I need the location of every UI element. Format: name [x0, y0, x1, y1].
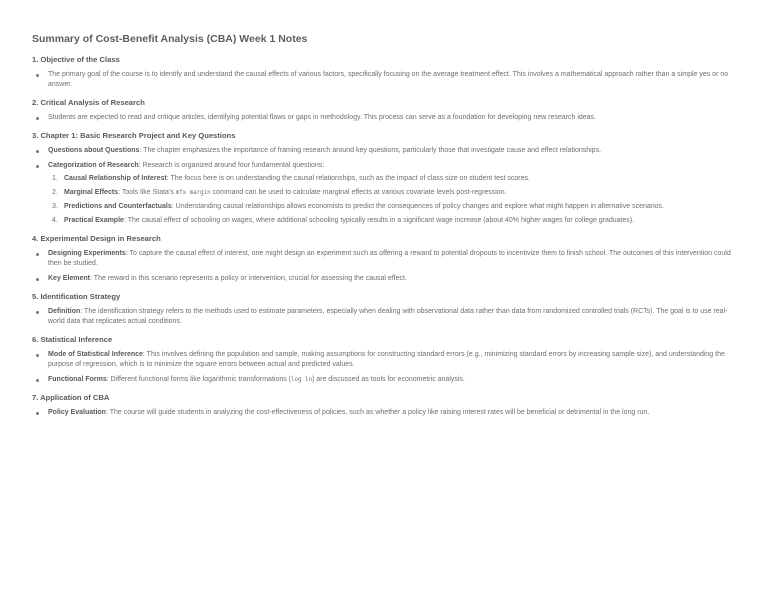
bullet-list — [32, 70, 732, 90]
list-item — [32, 274, 732, 284]
section-chapter-1 — [32, 131, 732, 226]
item-text: : Tools like Stata's — [118, 189, 176, 196]
item-text: : The focus here is on understanding the causal relationships, such as the impact of class size on student test scores. — [166, 175, 530, 182]
item-label: Practical Example — [64, 217, 124, 224]
item-text: : The chapter emphasizes the importance of framing research around key questions, particularly those that investigate cause and effect relationships. — [139, 147, 602, 154]
section-heading: 2. Critical Analysis of Research — [32, 98, 145, 107]
item-label: Designing Experiments — [48, 250, 126, 257]
section-heading: 1. Objective of the Class — [32, 55, 120, 64]
inline-code: mfx margin — [175, 190, 211, 196]
bullet-list — [32, 307, 732, 327]
item-text: : The causal effect of schooling on wages, where additional schooling typically results in a significant wage increase (about 40% higher wages for college graduates). — [123, 217, 635, 224]
item-text: : Understanding causal relationships allows economists to predict the consequences of policy changes and explore what might happen in alternative scenarios. — [171, 203, 664, 210]
bullet-list — [32, 146, 732, 226]
list-item — [32, 408, 732, 418]
list-item — [32, 350, 732, 370]
list-item — [32, 113, 732, 123]
bullet-list — [32, 113, 732, 123]
numbered-list — [48, 174, 732, 226]
numbered-item — [48, 216, 732, 226]
section-heading: 6. Statistical Inference — [32, 335, 113, 344]
document — [32, 33, 732, 426]
list-item — [32, 307, 732, 327]
item-label: Functional Forms — [48, 376, 107, 383]
item-text: : The identification strategy refers to the methods used to estimate parameters, especially when dealing with observational data rather than data from randomized controlled trials (RCTs). The goal is to use real-world data that replicates actual conditions. — [48, 308, 728, 325]
inline-code: log ln — [291, 377, 312, 383]
section-critical-analysis — [32, 98, 732, 123]
numbered-item — [48, 202, 732, 212]
item-text: command can be used to calculate marginal effects at various covariate levels post-regression. — [210, 189, 507, 196]
item-label: Predictions and Counterfactuals — [64, 203, 172, 210]
item-label: Key Element — [48, 275, 91, 282]
item-text: : To capture the causal effect of interest, one might design an experiment such as offering a reward to potential dropouts to incentivize them to finish school. The outcomes of this intervention could then be studied. — [48, 250, 731, 267]
item-label: Causal Relationship of Interest — [64, 175, 167, 182]
numbered-item — [48, 174, 732, 184]
section-objective — [32, 55, 732, 90]
item-text: : This involves defining the population and sample, making assumptions for constructing standard errors (e.g., minimizing standard errors by increasing sample size), and understanding the purpose of regression, which is to minimize the square errors between actual and predicted values. — [48, 351, 725, 368]
list-item — [32, 70, 732, 90]
list-item — [32, 375, 732, 385]
bullet-list — [32, 249, 732, 284]
item-label: Marginal Effects — [64, 189, 119, 196]
item-number: 3. — [52, 203, 58, 210]
item-label: Categorization of Research — [48, 162, 139, 169]
item-label: Definition — [48, 308, 81, 315]
list-item — [32, 161, 732, 226]
section-heading: 4. Experimental Design in Research — [32, 234, 161, 243]
section-experimental-design — [32, 234, 732, 284]
item-text: : Research is organized around four fundamental questions: — [138, 162, 325, 169]
section-heading: 3. Chapter 1: Basic Research Project and Key Questions — [32, 131, 236, 140]
item-text: The primary goal of the course is to identify and understand the causal effects of various factors, specifically focusing on the average treatment effect. This involves a mathematical approach rather than a simple yes or no answer. — [48, 71, 729, 88]
item-number: 1. — [52, 175, 58, 182]
section-identification-strategy — [32, 292, 732, 327]
item-text: Students are expected to read and critique articles, identifying potential flaws or gaps in methodology. This process can serve as a foundation for developing new research ideas. — [48, 114, 597, 121]
item-number: 4. — [52, 217, 58, 224]
list-item — [32, 249, 732, 269]
item-text: ) are discussed as tools for econometric analysis. — [311, 376, 465, 383]
item-label: Mode of Statistical Inference — [48, 351, 143, 358]
item-text: : The reward in this scenario represents a policy or intervention, crucial for assessing the causal effect. — [90, 275, 407, 282]
section-heading: 7. Application of CBA — [32, 393, 110, 402]
section-heading: 5. Identification Strategy — [32, 292, 121, 301]
bullet-list — [32, 350, 732, 385]
item-text: : The course will guide students in analyzing the cost-effectiveness of policies, such as whether a policy like raising interest rates will be beneficial or detrimental in the long run. — [105, 409, 650, 416]
document-title: Summary of Cost-Benefit Analysis (CBA) Week 1 Notes — [32, 33, 308, 45]
item-label: Questions about Questions — [48, 147, 140, 154]
item-number: 2. — [52, 189, 58, 196]
item-label: Policy Evaluation — [48, 409, 106, 416]
section-application-of-cba — [32, 393, 732, 418]
item-text: : Different functional forms like logarithmic transformations ( — [106, 376, 292, 383]
numbered-item — [48, 188, 732, 198]
section-statistical-inference — [32, 335, 732, 385]
bullet-list — [32, 408, 732, 418]
list-item — [32, 146, 732, 156]
